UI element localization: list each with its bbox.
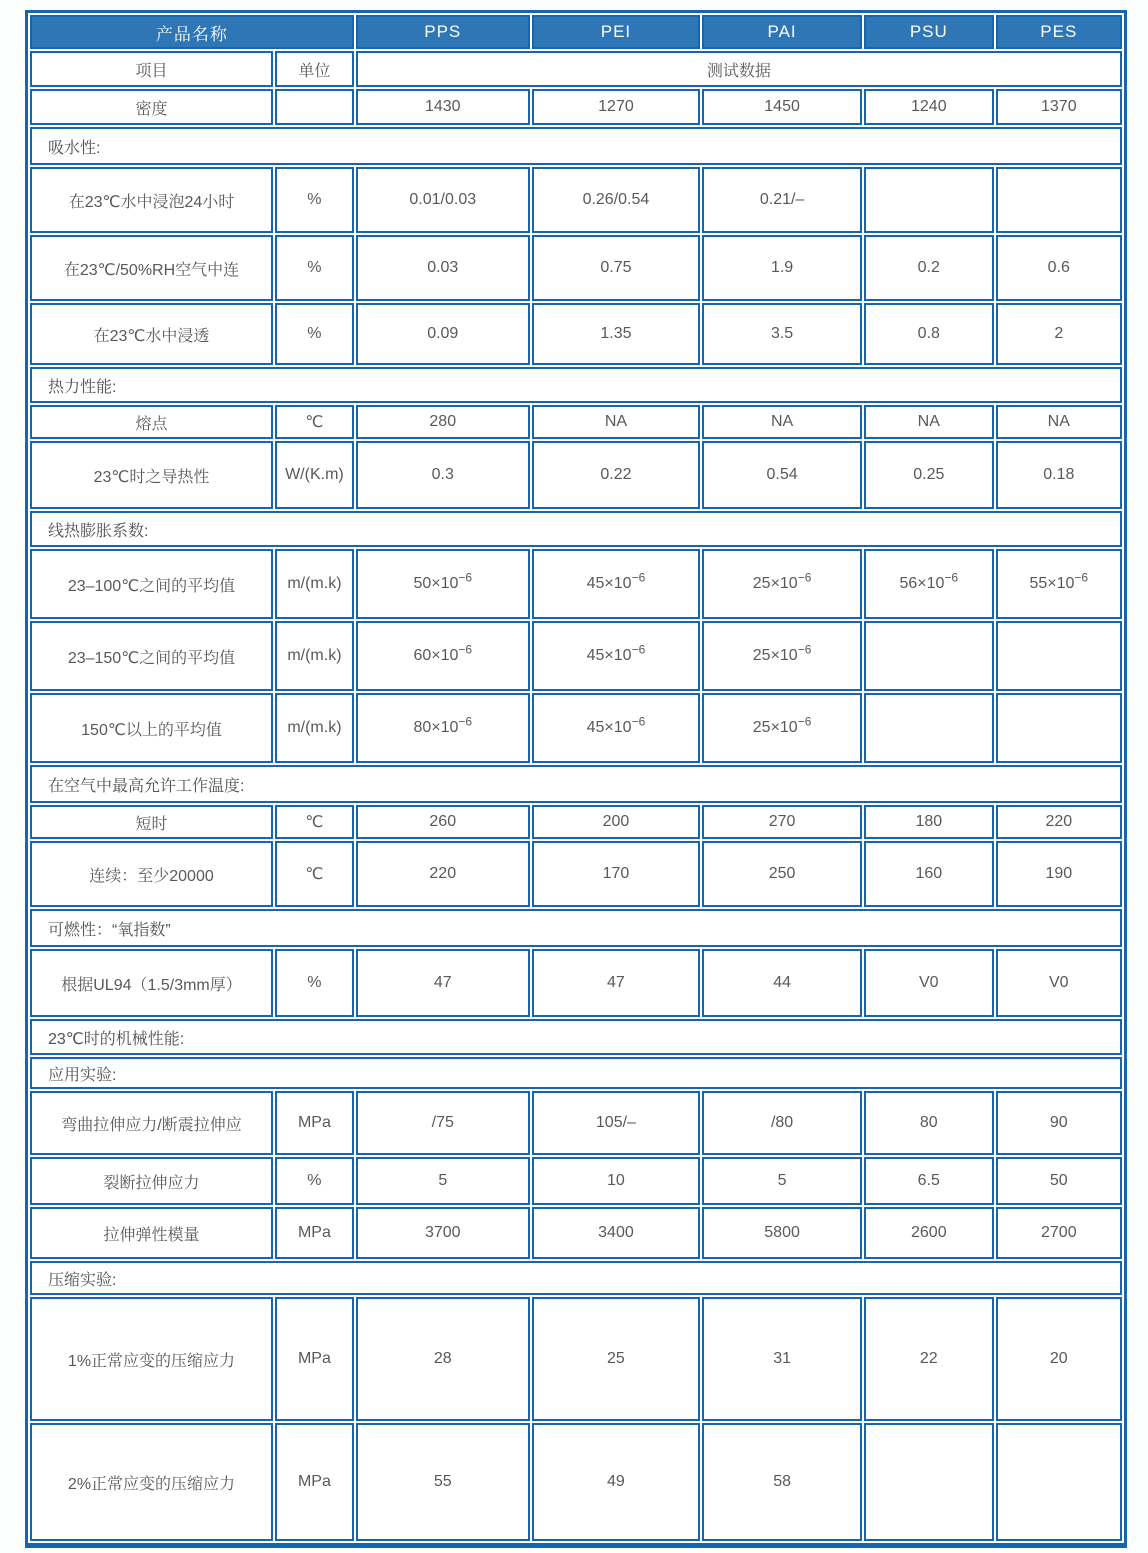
value-exponent: −6 xyxy=(631,570,646,585)
row-label-cell: 弯曲拉伸应力/断震拉伸应 xyxy=(30,1091,273,1155)
unit-cell: MPa xyxy=(275,1423,354,1541)
row-label-cell: 23–100℃之间的平均值 xyxy=(30,549,273,619)
section-header-cell: 吸水性: xyxy=(30,127,1122,165)
row-label-cell: 连续：至少20000 xyxy=(30,841,273,907)
value-cell: 0.01/0.03 xyxy=(356,167,530,233)
value-cell xyxy=(864,621,994,691)
value-cell: 1450 xyxy=(702,89,862,125)
value-cell: 0.25 xyxy=(864,441,994,509)
material-column-header: PSU xyxy=(864,15,994,49)
value-cell: 3700 xyxy=(356,1207,530,1259)
value-cell: 1370 xyxy=(996,89,1122,125)
row-label-cell: 在23℃水中浸透 xyxy=(30,303,273,365)
table-row xyxy=(30,1261,1122,1295)
value-cell: 5 xyxy=(356,1157,530,1205)
table-row xyxy=(30,89,1122,125)
material-column-header: PEI xyxy=(532,15,700,49)
value-cell: 58 xyxy=(702,1423,862,1541)
value-cell: 31 xyxy=(702,1297,862,1421)
value-cell: 260 xyxy=(356,805,530,839)
value-cell: 1.9 xyxy=(702,235,862,301)
value-exponent: −6 xyxy=(458,642,473,657)
value-cell: 280 xyxy=(356,405,530,439)
material-column-header: PES xyxy=(996,15,1122,49)
table-body xyxy=(30,15,1122,1541)
value-cell: 0.2 xyxy=(864,235,994,301)
value-cell xyxy=(356,693,530,763)
value-exponent: −6 xyxy=(797,642,812,657)
table-row xyxy=(30,765,1122,803)
section-header-cell: 在空气中最高允许工作温度: xyxy=(30,765,1122,803)
value-cell: 10 xyxy=(532,1157,700,1205)
value-base: 50×10 xyxy=(413,575,459,592)
value-base: 55×10 xyxy=(1029,575,1075,592)
row-label-cell: 短时 xyxy=(30,805,273,839)
unit-cell: % xyxy=(275,949,354,1017)
value-cell: 0.09 xyxy=(356,303,530,365)
table-row xyxy=(30,841,1122,907)
value-cell: 28 xyxy=(356,1297,530,1421)
value-cell xyxy=(532,549,700,619)
row-label-cell: 在23℃/50%RH空气中连 xyxy=(30,235,273,301)
value-cell: 0.22 xyxy=(532,441,700,509)
value-cell: 0.26/0.54 xyxy=(532,167,700,233)
material-column-header: PPS xyxy=(356,15,530,49)
value-exponent: −6 xyxy=(944,570,959,585)
value-cell xyxy=(702,621,862,691)
value-cell xyxy=(996,693,1122,763)
value-exponent: −6 xyxy=(458,570,473,585)
value-cell: 190 xyxy=(996,841,1122,907)
value-cell: 5800 xyxy=(702,1207,862,1259)
value-cell: V0 xyxy=(864,949,994,1017)
value-cell: 2 xyxy=(996,303,1122,365)
value-cell: 200 xyxy=(532,805,700,839)
value-cell: 0.3 xyxy=(356,441,530,509)
row-label-cell: 根据UL94（1.5/3mm厚） xyxy=(30,949,273,1017)
table-row xyxy=(30,1057,1122,1089)
table-row xyxy=(30,1019,1122,1055)
table-row xyxy=(30,805,1122,839)
value-cell: V0 xyxy=(996,949,1122,1017)
material-column-header: PAI xyxy=(702,15,862,49)
table-row xyxy=(30,549,1122,619)
unit-cell: m/(m.k) xyxy=(275,621,354,691)
properties-table xyxy=(28,13,1124,1543)
table-row xyxy=(30,15,1122,49)
unit-cell: ℃ xyxy=(275,841,354,907)
value-cell: /75 xyxy=(356,1091,530,1155)
table-row xyxy=(30,51,1122,87)
value-base: 45×10 xyxy=(586,647,632,664)
row-label-cell: 熔点 xyxy=(30,405,273,439)
value-cell: 44 xyxy=(702,949,862,1017)
table-row xyxy=(30,235,1122,301)
value-base: 80×10 xyxy=(413,719,459,736)
value-cell xyxy=(864,167,994,233)
unit-cell: m/(m.k) xyxy=(275,693,354,763)
value-cell xyxy=(702,549,862,619)
value-cell: 160 xyxy=(864,841,994,907)
table-row xyxy=(30,1157,1122,1205)
unit-header-cell: 单位 xyxy=(275,51,354,87)
unit-cell: W/(K.m) xyxy=(275,441,354,509)
section-header-cell: 热力性能: xyxy=(30,367,1122,403)
unit-cell: % xyxy=(275,1157,354,1205)
table-row xyxy=(30,1423,1122,1541)
value-cell: 0.54 xyxy=(702,441,862,509)
row-label-cell: 拉伸弹性模量 xyxy=(30,1207,273,1259)
unit-cell: ℃ xyxy=(275,805,354,839)
value-cell xyxy=(532,693,700,763)
table-row xyxy=(30,1297,1122,1421)
value-cell xyxy=(864,1423,994,1541)
unit-cell: m/(m.k) xyxy=(275,549,354,619)
value-cell xyxy=(996,1423,1122,1541)
value-base: 25×10 xyxy=(752,647,798,664)
value-cell xyxy=(864,549,994,619)
value-cell xyxy=(864,693,994,763)
value-cell: 0.03 xyxy=(356,235,530,301)
value-cell xyxy=(702,693,862,763)
item-header-cell: 项目 xyxy=(30,51,273,87)
value-cell: 90 xyxy=(996,1091,1122,1155)
row-label-cell: 密度 xyxy=(30,89,273,125)
value-cell: 2600 xyxy=(864,1207,994,1259)
value-cell xyxy=(356,549,530,619)
value-cell: 80 xyxy=(864,1091,994,1155)
product-name-header: 产品名称 xyxy=(30,15,354,49)
value-cell: 47 xyxy=(356,949,530,1017)
value-cell: 3.5 xyxy=(702,303,862,365)
value-base: 25×10 xyxy=(752,719,798,736)
value-cell: 0.21/– xyxy=(702,167,862,233)
value-exponent: −6 xyxy=(458,714,473,729)
value-cell: 1270 xyxy=(532,89,700,125)
value-cell xyxy=(996,621,1122,691)
unit-cell: MPa xyxy=(275,1091,354,1155)
value-cell: 0.18 xyxy=(996,441,1122,509)
section-header-cell: 线热膨胀系数: xyxy=(30,511,1122,547)
section-header-cell: 可燃性：“氧指数” xyxy=(30,909,1122,947)
value-exponent: −6 xyxy=(631,714,646,729)
value-cell: 270 xyxy=(702,805,862,839)
value-exponent: −6 xyxy=(631,642,646,657)
unit-cell: MPa xyxy=(275,1297,354,1421)
value-cell: 22 xyxy=(864,1297,994,1421)
table-row xyxy=(30,949,1122,1017)
value-exponent: −6 xyxy=(797,570,812,585)
value-cell: 6.5 xyxy=(864,1157,994,1205)
value-base: 45×10 xyxy=(586,719,632,736)
value-cell xyxy=(356,621,530,691)
section-header-cell: 23℃时的机械性能: xyxy=(30,1019,1122,1055)
value-base: 45×10 xyxy=(586,575,632,592)
section-header-cell: 压缩实验: xyxy=(30,1261,1122,1295)
value-cell: NA xyxy=(864,405,994,439)
table-row xyxy=(30,1207,1122,1259)
value-cell: 1.35 xyxy=(532,303,700,365)
value-cell: 0.6 xyxy=(996,235,1122,301)
value-base: 56×10 xyxy=(899,575,945,592)
value-cell: 1240 xyxy=(864,89,994,125)
table-row xyxy=(30,127,1122,165)
table-row xyxy=(30,441,1122,509)
value-cell: 220 xyxy=(996,805,1122,839)
section-header-cell: 应用实验: xyxy=(30,1057,1122,1089)
value-cell: NA xyxy=(996,405,1122,439)
unit-cell: % xyxy=(275,167,354,233)
row-label-cell: 150℃以上的平均值 xyxy=(30,693,273,763)
row-label-cell: 1%正常应变的压缩应力 xyxy=(30,1297,273,1421)
row-label-cell: 裂断拉伸应力 xyxy=(30,1157,273,1205)
row-label-cell: 在23℃水中浸泡24小时 xyxy=(30,167,273,233)
value-cell: 20 xyxy=(996,1297,1122,1421)
value-cell xyxy=(996,549,1122,619)
value-cell: 180 xyxy=(864,805,994,839)
value-cell: 220 xyxy=(356,841,530,907)
unit-cell: % xyxy=(275,303,354,365)
unit-cell xyxy=(275,89,354,125)
table-row xyxy=(30,367,1122,403)
table-row xyxy=(30,693,1122,763)
unit-cell: ℃ xyxy=(275,405,354,439)
test-data-header-cell: 测试数据 xyxy=(356,51,1122,87)
value-cell: 1430 xyxy=(356,89,530,125)
value-cell: 25 xyxy=(532,1297,700,1421)
value-cell: 47 xyxy=(532,949,700,1017)
value-cell: 2700 xyxy=(996,1207,1122,1259)
value-cell: 49 xyxy=(532,1423,700,1541)
unit-cell: % xyxy=(275,235,354,301)
value-cell: 170 xyxy=(532,841,700,907)
value-cell: 50 xyxy=(996,1157,1122,1205)
value-cell: 0.8 xyxy=(864,303,994,365)
value-cell: 0.75 xyxy=(532,235,700,301)
value-cell xyxy=(532,621,700,691)
table-row xyxy=(30,909,1122,947)
table-row xyxy=(30,405,1122,439)
row-label-cell: 2%正常应变的压缩应力 xyxy=(30,1423,273,1541)
row-label-cell: 23–150℃之间的平均值 xyxy=(30,621,273,691)
unit-cell: MPa xyxy=(275,1207,354,1259)
table-row xyxy=(30,621,1122,691)
value-cell: /80 xyxy=(702,1091,862,1155)
value-cell: NA xyxy=(702,405,862,439)
value-cell: 5 xyxy=(702,1157,862,1205)
value-exponent: −6 xyxy=(797,714,812,729)
value-cell xyxy=(996,167,1122,233)
value-cell: NA xyxy=(532,405,700,439)
value-cell: 250 xyxy=(702,841,862,907)
value-cell: 105/– xyxy=(532,1091,700,1155)
material-properties-table xyxy=(25,10,1127,1548)
value-cell: 3400 xyxy=(532,1207,700,1259)
value-exponent: −6 xyxy=(1074,570,1089,585)
table-row xyxy=(30,1091,1122,1155)
value-cell: 55 xyxy=(356,1423,530,1541)
table-row xyxy=(30,511,1122,547)
table-row xyxy=(30,167,1122,233)
row-label-cell: 23℃时之导热性 xyxy=(30,441,273,509)
value-base: 25×10 xyxy=(752,575,798,592)
table-row xyxy=(30,303,1122,365)
value-base: 60×10 xyxy=(413,647,459,664)
